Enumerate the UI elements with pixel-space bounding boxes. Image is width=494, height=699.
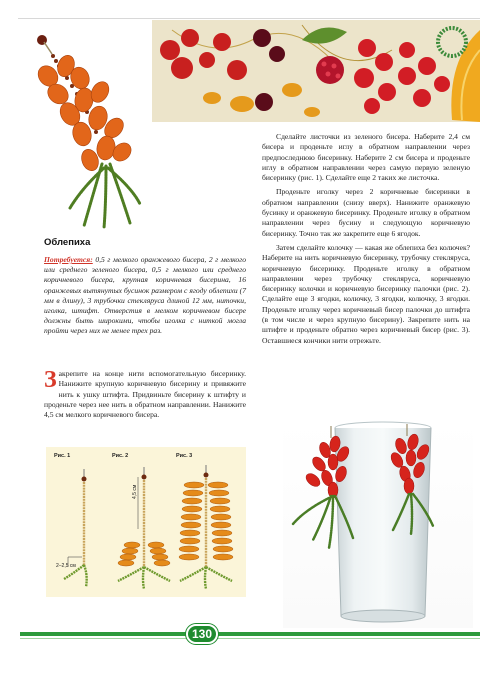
fig-1-label: Рис. 1 [54, 453, 71, 459]
footer-bar [20, 632, 480, 636]
fig-1-drawing [64, 469, 87, 587]
berries-photo-art [152, 20, 480, 122]
fig-2-drawing [118, 467, 170, 589]
footer-bar-thin [20, 638, 480, 639]
diagrams-art [46, 447, 246, 597]
materials-paragraph [44, 255, 246, 337]
vase-photo [283, 420, 473, 628]
intro-paragraph [44, 369, 246, 420]
drop-cap: З [44, 367, 57, 393]
dim-height-label: 4,5 см [132, 484, 138, 499]
dim-leaf-label: 2–2,5 см [56, 563, 76, 569]
intro-text: акрепите на конце нити вспомогательную бисеринку. Нанижите крупную коричневую бисерину и привяжите нить к ушку штифта. Придвиньте бисерину к штифту и проденьте через нее нить в обратном направлении. Нанижите 4,5 см мелкого коричневого бисера. [44, 369, 246, 420]
page-top-rule [18, 18, 480, 19]
recipe-title: Облепиха [44, 237, 91, 248]
berries-photo [152, 20, 480, 122]
fig-3-label: Рис. 3 [176, 453, 193, 459]
materials-label: Потребуется: [44, 255, 93, 264]
materials-text: 0,5 г мелкого оранжевого бисера, 2 г мелкого или среднего зеленого бисера, 0,5 г мелкого или среднего коричневого бисера, крупная коричневая бисерина, 16 оранжевых вытянутых бусинок размером с ягоду облепихи (7 мм в длину), 3 трубочки стекляруса длиной 12 мм, ниточки, иголка, штифт. Отверстия в мелком коричневом бисере должны быть широкими, чтобы иголка с ниткой могла пройти через них не менее трех раз. [44, 255, 246, 336]
page-number-badge: 130 [186, 624, 218, 644]
instructions-paragraph-2: Проденьте иголку через 2 коричневые бисеринки в обратном направлении (снизу вверх). Нанижите оранжевую бусинку и оранжевую бисеринку. Проденьте иголку в обратном направлении через бусину и следующую коричневую бисеринку. Точно так же закрепите еще 6 ягодок. [262, 187, 470, 238]
vase-photo-art [283, 420, 473, 628]
instructions-column [262, 132, 470, 350]
fig-2-label: Рис. 2 [112, 453, 129, 459]
fig-3-drawing [179, 465, 233, 589]
instructions-paragraph-3: Затем сделайте колочку — какая же облепиха без колючек? Наберите на нить коричневую бисеринку, трубочку стекляруса, коричневую бисеринку. Проденьте иголку в обратном направлении через трубочку стекляруса, коричневую бисеринку колочки и коричневую бисеринку палочки (рис. 2). Сделайте еще 3 ягодки, колючку, 3 ягодки, колючку, 3 ягодки. Проденьте иголку через коричневый бисер палочки до штифта (в том числе и через крупную бисерину). Закрепите нить на штифте и проденьте обратно через коричневый бисер (рис. 3). Оставшиеся кончики нити отрежьте. [262, 242, 470, 345]
sea-buckthorn-art [22, 28, 142, 233]
instructions-paragraph-1: Сделайте листочки из зеленого бисера. Наберите 2,4 см бисера и проденьте иглу в обратном направлении через предпоследнюю бисеринку. Наберите 2 см бисера и проденьте иглу в обратном направлении через самую первую зеленую бисеринку (рис. 1). Сделайте еще 2 таких же листочка. [262, 132, 470, 183]
sea-buckthorn-photo [22, 28, 142, 233]
diagrams-panel [46, 447, 246, 597]
